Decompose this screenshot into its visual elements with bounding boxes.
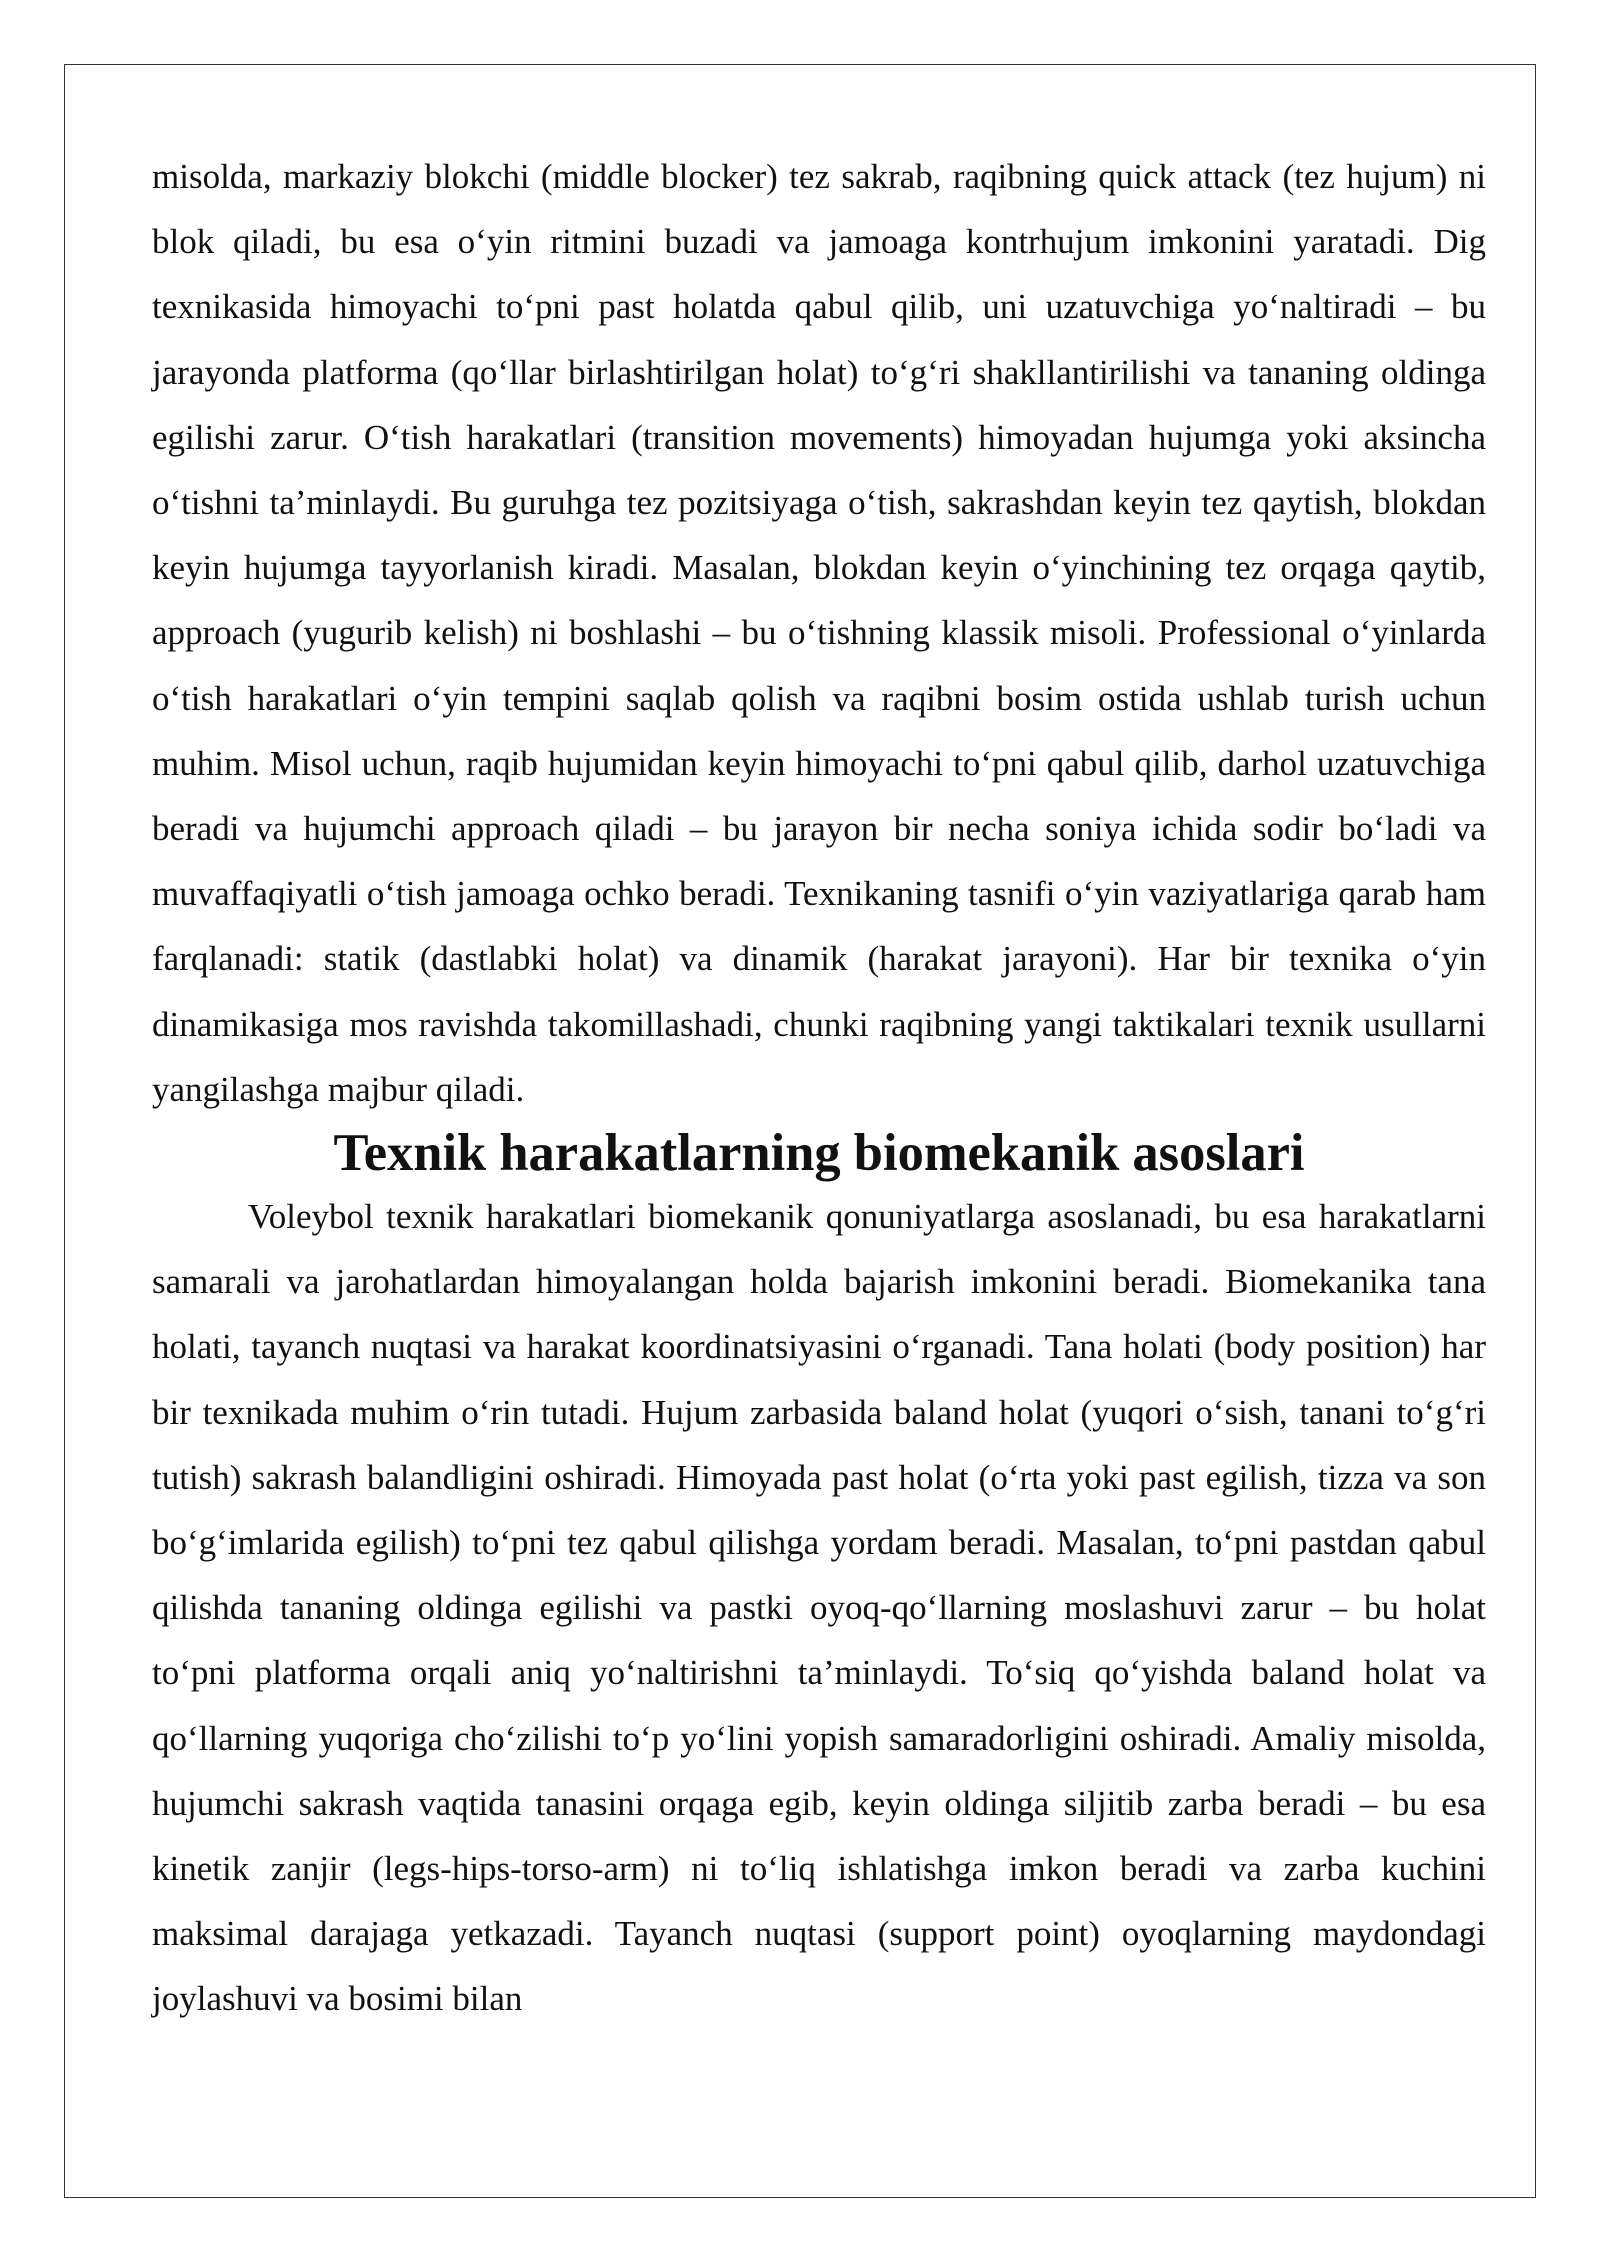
page-content — [152, 144, 1486, 2032]
body-paragraph: misolda, markaziy blokchi (middle blocker) tez sakrab, raqibning quick attack (tez hujum) ni blok qiladi, bu esa o‘yin ritmini buzadi va jamoaga kontrhujum imkonini yaratadi. Dig texnikasida himoyachi to‘pni past holatda qabul qilib, uni uzatuvchiga yo‘naltiradi – bu jarayonda platforma (qo‘llar birlashtirilgan holat) to‘g‘ri shakllantirilishi va tananing oldinga egilishi zarur. O‘tish harakatlari (transition movements) himoyadan hujumga yoki aksincha o‘tishni ta’minlaydi. Bu guruhga tez pozitsiyaga o‘tish, sakrashdan keyin tez qaytish, blokdan keyin hujumga tayyorlanish kiradi. Masalan, blokdan keyin o‘yinchining tez orqaga qaytib, approach (yugurib kelish) ni boshlashi – bu o‘tishning klassik misoli. Professional o‘yinlarda o‘tish harakatlari o‘yin tempini saqlab qolish va raqibni bosim ostida ushlab turish uchun muhim. Misol uchun, raqib hujumidan keyin himoyachi to‘pni qabul qilib, darhol uzatuvchiga beradi va hujumchi approach qiladi – bu jarayon bir necha soniya ichida sodir bo‘ladi va muvaffaqiyatli o‘tish jamoaga ochko beradi. Texnikaning tasnifi o‘yin vaziyatlariga qarab ham farqlanadi: statik (dastlabki holat) va dinamik (harakat jarayoni). Har bir texnika o‘yin dinamikasiga mos ravishda takomillashadi, chunki raqibning yangi taktikalari texnik usullarni yangilashga majbur qiladi. — [152, 157, 1486, 1109]
section-heading: Texnik harakatlarning biomekanik asoslari — [333, 1124, 1305, 1183]
body-paragraph: Voleybol texnik harakatlari biomekanik qonuniyatlarga asoslanadi, bu esa harakatlarni samarali va jarohatlardan himoyalangan holda bajarish imkonini beradi. Biomekanika tana holati, tayanch nuqtasi va harakat koordinatsiyasini o‘rganadi. Tana holati (body position) har bir texnikada muhim o‘rin tutadi. Hujum zarbasida baland holat (yuqori o‘sish, tanani to‘g‘ri tutish) sakrash balandligini oshiradi. Himoyada past holat (o‘rta yoki past egilish, tizza va son bo‘g‘imlarida egilish) to‘pni tez qabul qilishga yordam beradi. Masalan, to‘pni pastdan qabul qilishda tananing oldinga egilishi va pastki oyoq-qo‘llarning moslashuvi zarur – bu holat to‘pni platforma orqali aniq yo‘naltirishni ta’minlaydi. To‘siq qo‘yishda baland holat va qo‘llarning yuqoriga cho‘zilishi to‘p yo‘lini yopish samaradorligini oshiradi. Amaliy misolda, hujumchi sakrash vaqtida tanasini orqaga egib, keyin oldinga siljitib zarba beradi – bu esa kinetik zanjir (legs-hips-torso-arm) ni to‘liq ishlatishga imkon beradi va zarba kuchini maksimal darajaga yetkazadi. Tayanch nuqtasi (support point) oyoqlarning maydondagi joylashuvi va bosimi bilan — [152, 1197, 1486, 2019]
